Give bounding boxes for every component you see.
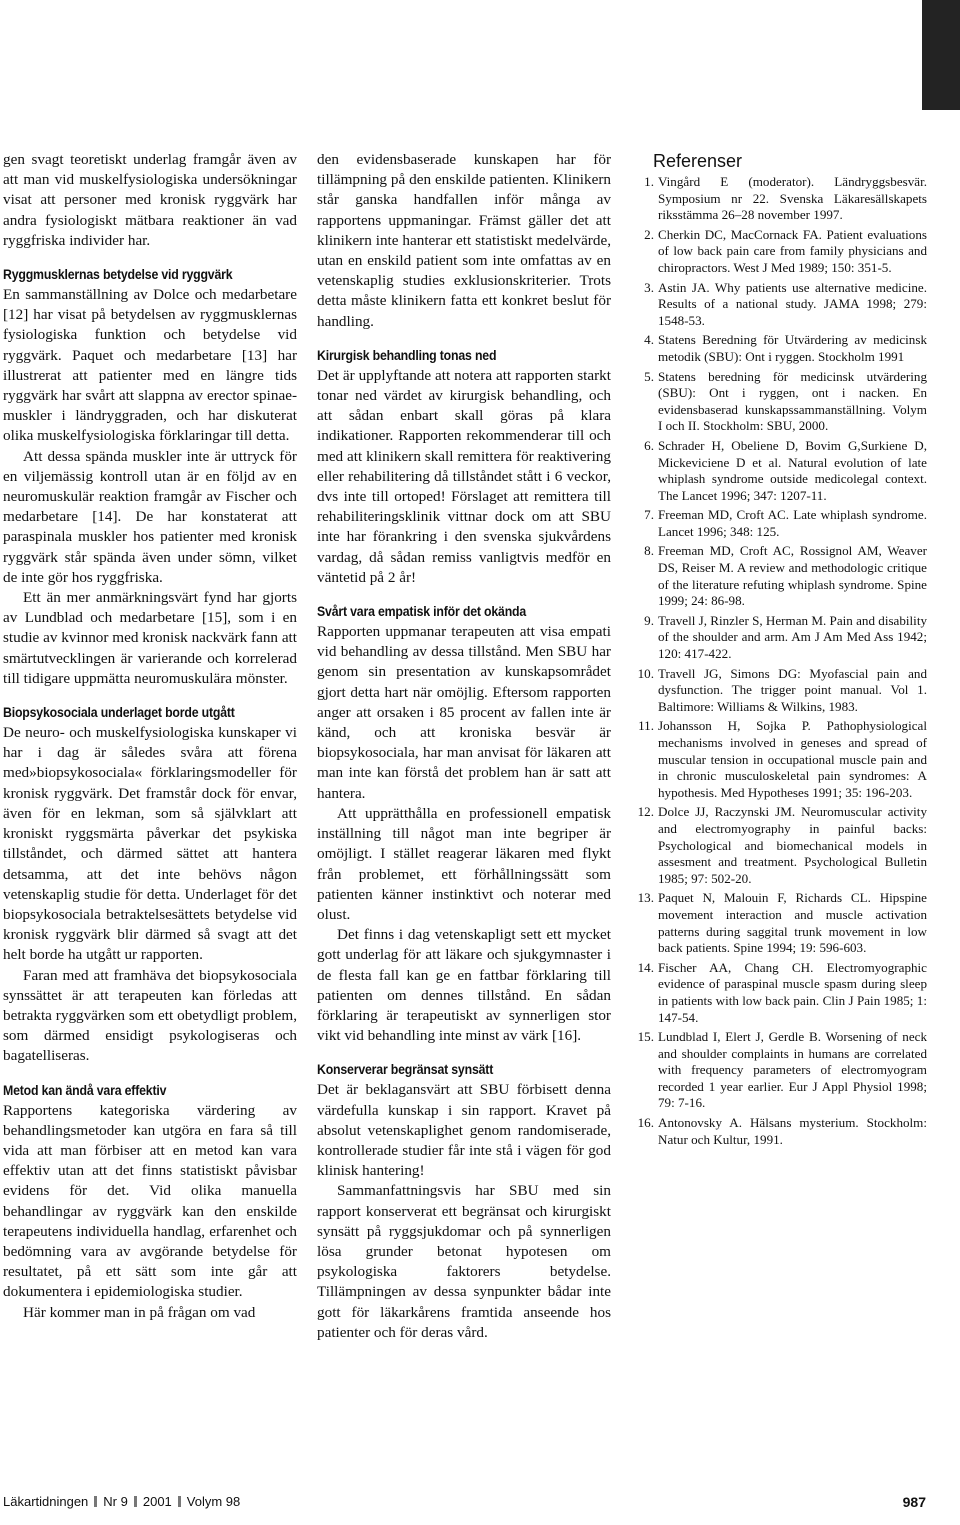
- reference-item: [637, 227, 927, 277]
- reference-text: Travell J, Rinzler S, Herman M. Pain and disability of the shoulder and arm. Am J Am Med Ass 1942; 120: 417-422.: [658, 612, 928, 662]
- paragraph: Faran med att framhäva det biopsykosociala synssättet är att terapeuten kan förledas att betrakta ryggvärken som ett obetydligt problem, som därmed ensidigt psykologiseras och bagatelliseras.: [3, 966, 297, 1065]
- references-column: [637, 150, 927, 1151]
- reference-text: Statens Beredning för Utvärdering av medicinsk metodik (SBU): Ont i ryggen. Stockholm 1991: [658, 332, 927, 364]
- reference-item: [637, 174, 927, 224]
- separator: [178, 1496, 181, 1507]
- reference-item: [637, 507, 927, 540]
- paragraph: En sammanställning av Dolce och medarbetare [12] har visat på betydelsen av ryggmusklernas fysiologiska funktion och betydelse vid ryggvärk. Paquet och medarbetare [13] har illustrerat att patienter med en längre tids ryggvärk har svårt att slappna av erector spinae-muskler i ländryggraden, och har diskuterat olika muskelfysiologiska förklaringar till detta.: [3, 286, 297, 445]
- reference-number: 11.: [638, 718, 654, 734]
- page-number: 987: [902, 1494, 926, 1510]
- journal-name: Läkartidningen: [3, 1494, 89, 1509]
- reference-number: 8.: [644, 543, 654, 559]
- paragraph: Att dessa spända muskler inte är uttryck för en viljemässig kontroll utan är en följd av en neuromuskulär reaktion framgår av Fischer och medarbetare [14]. De har konstaterat att paraspinala muskler hos patienter med kronisk ryggvärk står spända även under sömn, vilket de inte gör hos ryggfriska.: [3, 447, 297, 586]
- issue-number: Nr 9: [103, 1494, 128, 1509]
- reference-number: 4.: [644, 332, 654, 348]
- paragraph: Ett än mer anmärkningsvärt fynd har gjorts av Lundblad och medarbetare [15], som i en studie av kvinnor med kronisk nackvärk fann att smärtutvecklingen är varierande och korrelerad till tidigare uppmätta neuromuskulära mönster.: [3, 589, 297, 687]
- reference-item: [637, 890, 927, 956]
- section-heading: Svårt vara empatisk inför det okända: [317, 604, 527, 620]
- corner-tab: [922, 0, 960, 110]
- section-heading: Kirurgisk behandling tonas ned: [317, 347, 497, 363]
- reference-number: 15.: [637, 1029, 654, 1045]
- reference-item: [637, 1115, 927, 1148]
- reference-item: [637, 280, 927, 330]
- page-footer: [3, 1494, 926, 1514]
- reference-text: Paquet N, Malouin F, Richards CL. Hipspine movement interaction and muscle activation patterns during saggital trunk movement in low back patients. Spine 1994; 19: 596-603.: [658, 890, 927, 956]
- reference-number: 12.: [637, 804, 654, 820]
- paragraph: De neuro- och muskelfysiologiska kunskaper vi har i dag är således svåra att förena med»biopsykosociala« förklaringsmodeller för kronisk ryggvärk. Det framstår dock för envar, även för en lekman, som så självklart att kroniskt ryggsmärta påverkar det psykiska tillståndet, och därmed sättet att hantera detsamma, att det inte behövs någon vetenskaplig studie för detta. Underlaget för det biopsykosociala betraktelsesättets betydelse vid kronisk ryggvärk blir därmed så svagt att det helt borde ha utgått ur rapporten.: [3, 724, 297, 964]
- reference-text: Cherkin DC, MacCornack FA. Patient evaluations of low back pain care from family physicians and chiropractors. West J Med 1989; 150: 351-5.: [658, 226, 927, 275]
- paragraph: Det är upplyftande att notera att rapporten starkt tonar ned värdet av kirurgisk behandling, och att sådan enbart skall göras på klara indikationer. Rapporten rekommenderar till och med att klinikern skall remittera för reaktivering eller rehabilitering då tillståndet stått i 6 veckor, dvs inte till ortoped! Förslaget att remittera till rehabiliteringsklinik vittnar dock om att SBU inte har förankring i den svenska sjukvårdens vardag, då sådan remiss vanligtvis medför en väntetid på 2 år!: [317, 366, 611, 586]
- reference-text: Statens beredning för medicinsk utvärdering (SBU): Ont i ryggen, ont i nacken. En evidensbaserad kunskapssammanställning. Volym I och II. Stockholm: SBU, 2000.: [658, 368, 927, 434]
- paragraph: Sammanfattningsvis har SBU med sin rapport konserverat ett begränsat och kirurgiskt synsätt på ryggsjukdomar och på synnerligen lösa grunder betonat hypotesen om psykologiska faktorers betydelse. Tillämpningen av dessa synpunkter bådar inte gott för läkarkårens framtida anseende hos patienter och för deras vård.: [317, 1182, 611, 1341]
- paragraph: Rapportens kategoriska värdering av behandlingsmetoder kan utgöra en fara så till vida att man förbiser att en metod kan vara effektiv utan att det finns statistiskt påvisbar evidens för det. Vid olika manuella behandlingar av ryggvärk kan den enskilde terapeutens individuella handlag, erfarenhet och bedömning vara av avgörande betydelse för resultatet, på ett sätt som inte går att dokumentera i epidemiologiska studier.: [3, 1101, 297, 1301]
- references-title: Referenser: [653, 151, 743, 171]
- section-heading: Biopsykosociala underlaget borde utgått: [3, 705, 235, 721]
- reference-number: 7.: [644, 507, 654, 523]
- reference-item: [637, 369, 927, 435]
- reference-item: [637, 332, 927, 365]
- separator: [134, 1496, 137, 1507]
- reference-list: [637, 174, 927, 1148]
- reference-text: Freeman MD, Croft AC, Rossignol AM, Weaver DS, Reiser M. A review and methodologic critique of the literature refuting whiplash syndrome. Spine 1999; 24: 86-98.: [658, 543, 927, 609]
- section-heading: Konserverar begränsat synsätt: [317, 1062, 494, 1078]
- reference-number: 9.: [644, 612, 654, 628]
- paragraph: Här kommer man in på frågan om vad: [23, 1303, 256, 1321]
- volume: Volym 98: [186, 1494, 241, 1509]
- reference-item: [637, 438, 927, 504]
- footer-journal-info: [3, 1494, 240, 1509]
- separator: [94, 1496, 97, 1507]
- paragraph: Rapporten uppmanar terapeuten att visa empati vid behandling av dessa tillstånd. Men SBU har genom sin presentation av kunskapsområdet gjort detta hart när omöjlig. Eftersom rapporten anger att orsaken i 85 procent av fallen inte är känd, och att kroniska besvär är biopsykosociala, har man anvisat för läkaren att man inte kan förstå det problem han är satt att hantera.: [317, 623, 611, 802]
- section-heading: Metod kan ändå vara effektiv: [3, 1082, 167, 1098]
- reference-text: Travell JG, Simons DG: Myofascial pain and dysfunction. The trigger point manual. Vol 1. Baltimore: Williams & Wilkins, 1983.: [658, 665, 927, 714]
- reference-item: [637, 543, 927, 609]
- reference-text: Lundblad I, Elert J, Gerdle B. Worsening of neck and shoulder complaints in humans are correlated with frequency parameters of electromyogram recorded 1 year earlier. Eur J Appl Physiol 1998; 79: 7-16.: [658, 1029, 927, 1111]
- paragraph: den evidensbaserade kunskapen har för tillämpning på den enskilde patienten. Klinikern står ganska handfallen inför många av rapportens uppmaningar. Främst gäller det att klinikern inte hanterar ett statistiskt medelvärde, utan en enskild patient som inte omfattas av en vetenskaplig studies exklusionskriterier. Trots detta måste klinikern fatta ett konkret beslut för handling.: [317, 151, 611, 330]
- reference-number: 1.: [644, 174, 654, 189]
- paragraph: Att upprätthålla en professionell empatisk inställning till något man inte begriper är omöjligt. I stället reagerar läkaren med flykt från problemet, ett förhållningssätt som patienten känner instinktivt och noterar med olust.: [317, 804, 611, 923]
- reference-item: [637, 960, 927, 1026]
- reference-text: Vingård E (moderator). Ländryggsbesvär. Symposium nr 22. Svenska Läkaresällskapets riksstämma 26–28 november 1997.: [658, 174, 927, 223]
- reference-text: Johansson H, Sojka P. Pathophysiological mechanisms involved in geneses and spread of muscular tension in occupational muscle pain and in chronic musculoskeletal pain syndromes: A hypothesis. Med Hypotheses 1991; 35: 196-203.: [658, 718, 927, 800]
- column-1: [3, 150, 297, 1323]
- paragraph: Det är beklagansvärt att SBU förbisett denna värdefulla kunskap i sin rapport. Kravet på absolut vetenskaplighet genom randomiserade, kontrollerade studier får inte stå i vägen för god klinisk hantering!: [317, 1081, 611, 1180]
- reference-number: 6.: [644, 437, 654, 453]
- reference-text: Astin JA. Why patients use alternative medicine. Results of a national study. JAMA 1998; 279: 1548-53.: [658, 279, 927, 328]
- year: 2001: [142, 1494, 172, 1509]
- reference-number: 14.: [637, 959, 654, 975]
- section-heading: Ryggmusklernas betydelse vid ryggvärk: [3, 267, 233, 283]
- reference-number: 13.: [637, 890, 654, 906]
- reference-text: Schrader H, Obeliene D, Bovim G,Surkiene D, Mickeviciene D et al. Natural evolution of late whiplash syndrome outside medicolegal context. The Lancet 1996; 347: 1207-11.: [658, 437, 927, 503]
- reference-text: Dolce JJ, Raczynski JM. Neuromuscular activity and electromyography in painful backs: Psychological and biomechanical models in assesment and treatment. Psychological Bulletin 1985; 97: 502-20.: [658, 804, 927, 886]
- reference-item: [637, 1029, 927, 1112]
- reference-text: Fischer AA, Chang CH. Electromyographic evidence of paraspinal muscle spasm during sleep in patients with low back pain. Clin J Pain 1985; 1: 147-54.: [658, 959, 927, 1025]
- paragraph: Det finns i dag vetenskapligt sett ett mycket gott underlag för att läkare och sjukgymnaster i de flesta fall kan ge en fattbar förklaring till patienten om dennes tillstånd. En sådan förklaring är terapeutiskt av synnerligen stor vikt vid behandling inte minst av värk [16].: [317, 926, 611, 1045]
- column-2: [317, 150, 611, 1343]
- reference-number: 10.: [637, 665, 654, 681]
- reference-number: 5.: [644, 368, 654, 384]
- paragraph: gen svagt teoretiskt underlag framgår även av att man vid muskelfysiologiska undersökningar visat att personer med kronisk ryggvärk har andra fysiologiskt mätbara reaktioner än vad ryggfriska individer har.: [3, 151, 297, 249]
- reference-number: 16.: [637, 1115, 654, 1131]
- reference-number: 3.: [644, 279, 654, 295]
- reference-item: [637, 718, 927, 801]
- reference-number: 2.: [644, 226, 654, 242]
- reference-item: [637, 666, 927, 716]
- reference-item: [637, 613, 927, 663]
- reference-text: Antonovsky A. Hälsans mysterium. Stockholm: Natur och Kultur, 1991.: [658, 1115, 927, 1147]
- reference-item: [637, 804, 927, 887]
- reference-text: Freeman MD, Croft AC. Late whiplash syndrome. Lancet 1996; 348: 125.: [658, 507, 927, 539]
